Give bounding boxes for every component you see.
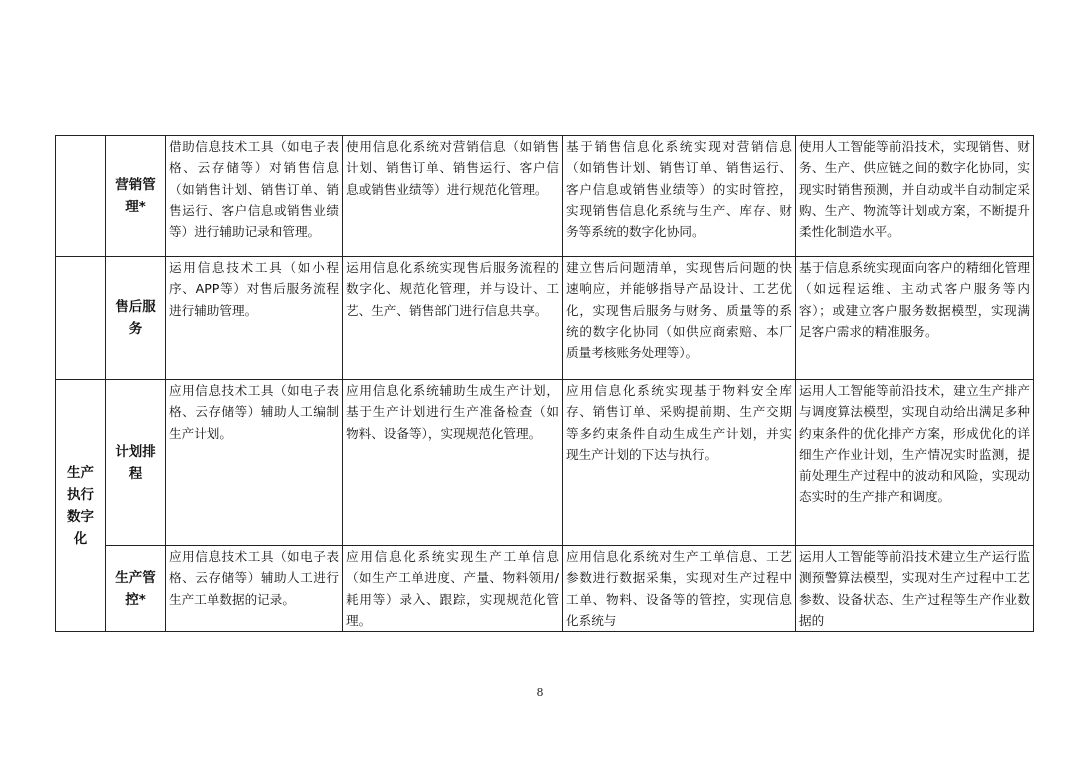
level-2-cell: 应用信息化系统辅助生成生产计划，基于生产计划进行生产准备检查（如物料、设备等），实现规范化管理。 [343,380,563,546]
category-cell-blank [56,136,106,257]
level-2-cell: 使用信息化系统对营销信息（如销售计划、销售订单、销售运行、客户信息或销售业绩等）进行规范化管理。 [343,136,563,257]
table-row-after-sales [56,257,1034,380]
level-3-cell: 应用信息化系统实现基于物料安全库存、销售订单、采购提前期、生产交期等多约束条件自动生成生产计划，并实现生产计划的下达与执行。 [563,380,796,546]
level-3-cell: 建立售后问题清单，实现售后问题的快速响应，并能够指导产品设计、工艺优化，实现售后服务与财务、质量等的系统的数字化协同（如供应商索赔、本厂质量考核账务处理等）。 [563,257,796,380]
table-row-planning [56,380,1034,546]
level-4-cell: 基于信息系统实现面向客户的精细化管理（如远程运维、主动式客户服务等内容）；或建立客户服务数据模型，实现满足客户需求的精准服务。 [796,257,1034,380]
page-number: 8 [536,686,544,699]
level-1-cell: 应用信息技术工具（如电子表格、云存储等）辅助人工编制生产计划。 [166,380,343,546]
level-4-cell: 运用人工智能等前沿技术，建立生产排产与调度算法模型，实现自动给出满足多种约束条件的优化排产方案，形成优化的详细生产作业计划，生产情况实时监测，提前处理生产过程中的波动和风险，实现动态实时的生产排产和调度。 [796,380,1034,546]
maturity-table [55,135,1034,632]
table-row-production-control [56,546,1034,632]
level-2-cell: 运用信息化系统实现售后服务流程的数字化、规范化管理，并与设计、工艺、生产、销售部门进行信息共享。 [343,257,563,380]
subcategory-marketing: 营销管理* [106,136,166,257]
subcategory-after-sales: 售后服务 [106,257,166,380]
level-3-cell: 应用信息化系统对生产工单信息、工艺参数进行数据采集，实现对生产过程中工单、物料、设备等的管控，实现信息化系统与 [563,546,796,632]
level-4-cell: 使用人工智能等前沿技术，实现销售、财务、生产、供应链之间的数字化协同，实现实时销售预测，并自动或半自动制定采购、生产、物流等计划或方案，不断提升柔性化制造水平。 [796,136,1034,257]
category-production-execution: 生产执行数字化 [56,380,106,632]
table-row-marketing [56,136,1034,257]
level-4-cell: 运用人工智能等前沿技术建立生产运行监测预警算法模型，实现对生产过程中工艺参数、设备状态、生产过程等生产作业数据的 [796,546,1034,632]
level-3-cell: 基于销售信息化系统实现对营销信息（如销售计划、销售订单、销售运行、客户信息或销售业绩等）的实时管控，实现销售信息化系统与生产、库存、财务等系统的数字化协同。 [563,136,796,257]
level-2-cell: 应用信息化系统实现生产工单信息（如生产工单进度、产量、物料领用/耗用等）录入、跟踪，实现规范化管理。 [343,546,563,632]
level-1-cell: 借助信息技术工具（如电子表格、云存储等）对销售信息（如销售计划、销售订单、销售运行、客户信息或销售业绩等）进行辅助记录和管理。 [166,136,343,257]
category-cell-blank [56,257,106,380]
level-1-cell: 应用信息技术工具（如电子表格、云存储等）辅助人工进行生产工单数据的记录。 [166,546,343,632]
level-1-cell: 运用信息技术工具（如小程序、APP等）对售后服务流程进行辅助管理。 [166,257,343,380]
subcategory-planning: 计划排程 [106,380,166,546]
subcategory-production-control: 生产管控* [106,546,166,632]
